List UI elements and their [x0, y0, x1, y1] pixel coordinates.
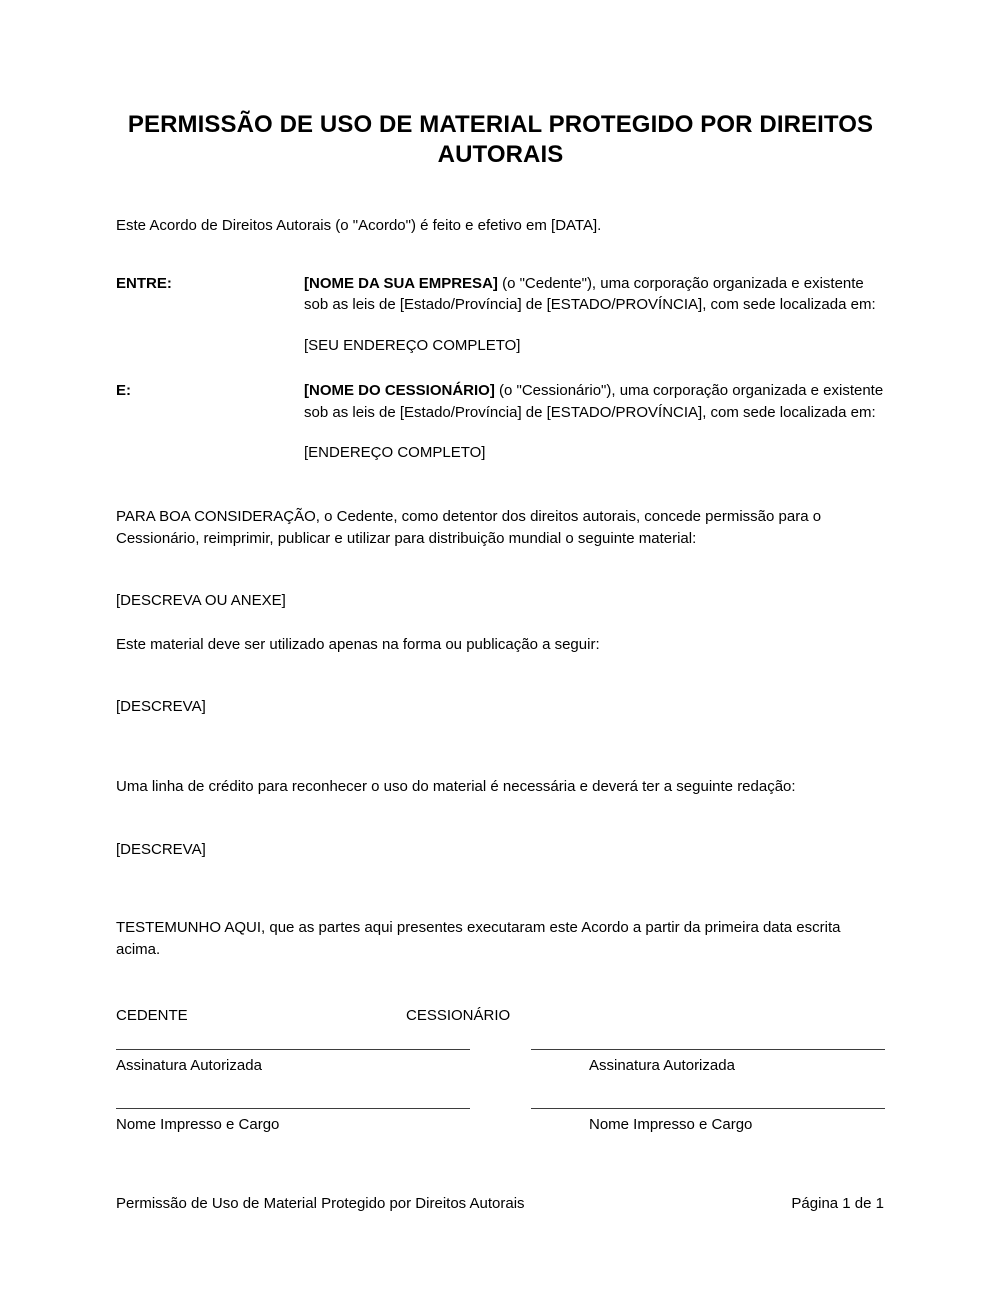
party-description-assignee: [304, 380, 885, 424]
party-name-assignee: [NOME DO CESSIONÁRIO]: [304, 381, 495, 399]
witness-paragraph: TESTEMUNHO AQUI, que as partes aqui presentes executaram este Acordo a partir da primeira data escrita acima.: [116, 919, 841, 959]
printed-name-line-assignee: [531, 1108, 885, 1109]
printed-name-field-assignee[interactable]: [531, 1108, 885, 1136]
party-label-assignee: E:: [116, 381, 131, 399]
party-name-assignor: [NOME DA SUA EMPRESA]: [304, 274, 498, 292]
printed-name-caption-assignor: Nome Impresso e Cargo: [116, 1116, 280, 1134]
signature-heading-assignee: CESSIONÁRIO: [406, 1006, 511, 1024]
signature-line-assignor: [116, 1049, 470, 1050]
signature-caption-assignee: Assinatura Autorizada: [589, 1056, 735, 1074]
signature-row-printed-name: [116, 1108, 885, 1136]
party-label-assignor: ENTRE:: [116, 274, 172, 292]
party-body-assignor: [304, 273, 885, 357]
form-placeholder: [DESCREVA]: [116, 698, 206, 716]
document-content: [116, 0, 885, 1136]
credit-line-paragraph: Uma linha de crédito para reconhecer o uso do material é necessária e deverá ter a seguinte redação:: [116, 777, 796, 795]
printed-name-field-assignor[interactable]: [116, 1108, 470, 1136]
parties-block: [116, 273, 885, 465]
signature-row-signature: [116, 1049, 885, 1077]
printed-name-line-assignor: [116, 1108, 470, 1109]
material-placeholder: [DESCREVA OU ANEXE]: [116, 591, 286, 609]
footer-page-indicator: Página 1 de 1: [791, 1195, 884, 1212]
credit-placeholder: [DESCREVA]: [116, 840, 206, 858]
footer-document-name: Permissão de Uso de Material Protegido por Direitos Autorais: [116, 1195, 525, 1212]
signature-headings: [116, 1005, 885, 1027]
signature-line-assignee: [531, 1049, 885, 1050]
party-row-assignor: [116, 273, 885, 357]
party-address-assignee: [ENDEREÇO COMPLETO]: [304, 444, 486, 462]
party-description-assignor: [304, 273, 885, 317]
signature-field-assignor[interactable]: [116, 1049, 470, 1077]
consideration-paragraph: PARA BOA CONSIDERAÇÃO, o Cedente, como detentor dos direitos autorais, concede permissão para o Cessionário, reimprimir, publicar e utilizar para distribuição mundial o seguinte material:: [116, 508, 822, 547]
page-title: PERMISSÃO DE USO DE MATERIAL PROTEGIDO POR DIREITOS AUTORAIS: [127, 111, 874, 169]
signature-field-assignee[interactable]: [531, 1049, 885, 1077]
signature-caption-assignor: Assinatura Autorizada: [116, 1056, 262, 1074]
intro-paragraph: Este Acordo de Direitos Autorais (o "Acordo") é feito e efetivo em [DATA].: [116, 216, 602, 234]
page-footer: [116, 1193, 884, 1215]
party-body-assignee: [304, 380, 885, 464]
printed-name-caption-assignee: Nome Impresso e Cargo: [589, 1116, 753, 1134]
party-address-assignor: [SEU ENDEREÇO COMPLETO]: [304, 337, 521, 355]
party-row-assignee: [116, 380, 885, 464]
party-detail-assignee: (o "Cessionário"), uma corporação organizada e existente sob as leis de [Estado/Província] de [ESTADO/PROVÍNCIA], com sede localizada em:: [304, 381, 884, 421]
signature-heading-assignor: CEDENTE: [116, 1006, 188, 1024]
form-of-use-paragraph: Este material deve ser utilizado apenas na forma ou publicação a seguir:: [116, 636, 600, 654]
party-detail-assignor: (o "Cedente"), uma corporação organizada e existente sob as leis de [Estado/Província] de [ESTADO/PROVÍNCIA], com sede localizada em:: [304, 274, 876, 314]
